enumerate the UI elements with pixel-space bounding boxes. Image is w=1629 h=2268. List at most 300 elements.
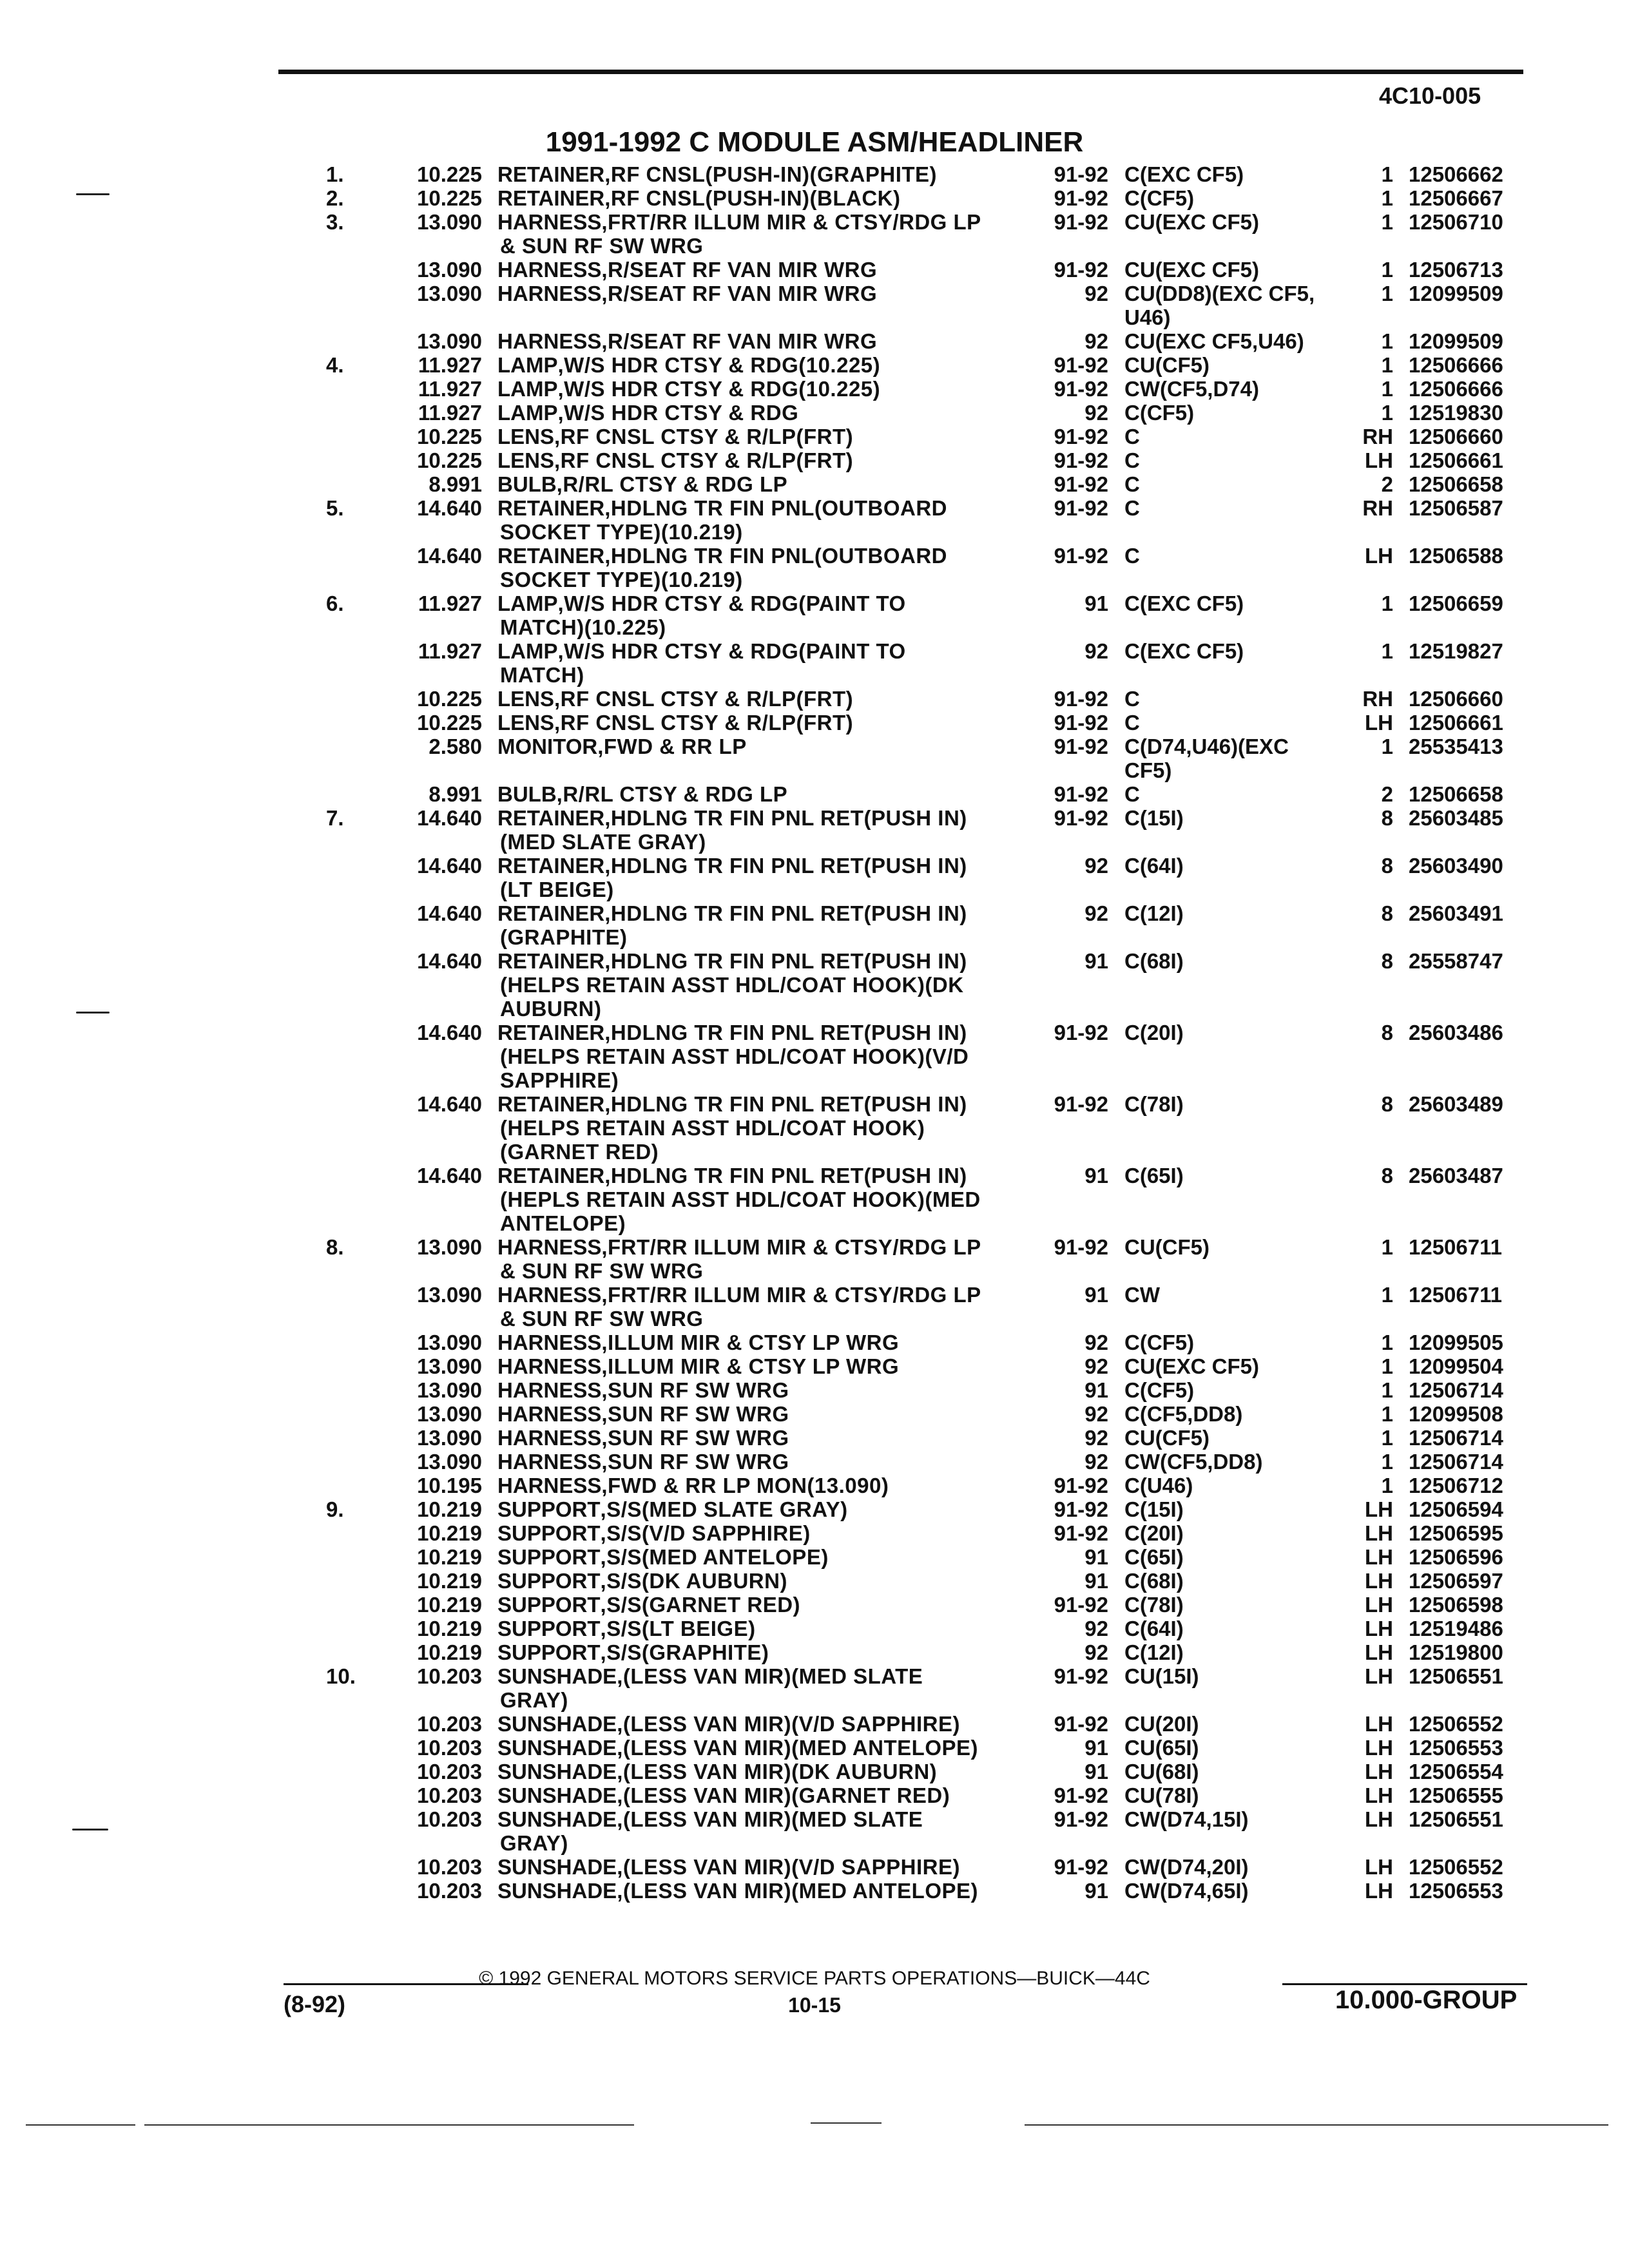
part-description: ,W/S HDR CTSY & RDG(10.225) (557, 353, 881, 377)
model-year: 91-92 (1054, 425, 1108, 448)
part-number: 12506714 (1409, 1426, 1503, 1450)
part-description: & SUN RF SW WRG (500, 1307, 704, 1331)
group-number: 11.927 (418, 591, 482, 615)
model-code: CF5) (1124, 758, 1172, 782)
part-name-text: HARNESS (497, 1283, 602, 1307)
group-number: 10.203 (417, 1783, 482, 1807)
quantity: 1 (1381, 329, 1393, 353)
quantity: 1 (1381, 1378, 1393, 1402)
group-number: 13.090 (417, 258, 482, 282)
part-number: 12506710 (1409, 210, 1503, 234)
quantity: RH (1362, 425, 1393, 448)
part-number: 12506552 (1409, 1855, 1503, 1879)
quantity: 1 (1381, 1402, 1393, 1426)
quantity: LH (1365, 1879, 1393, 1903)
part-name (497, 1783, 950, 1807)
part-description: ,HDLNG TR FIN PNL(OUTBOARD (604, 544, 948, 568)
table-row (0, 639, 1629, 663)
model-year: 92 (1084, 1450, 1108, 1474)
part-name (497, 1855, 960, 1879)
model-code: C(U46) (1124, 1474, 1193, 1497)
quantity: LH (1365, 1855, 1393, 1879)
part-name-text: SUPPORT (497, 1545, 601, 1569)
part-number: 12099508 (1409, 1402, 1503, 1426)
scan-mark (72, 1829, 108, 1831)
part-number: 12506666 (1409, 353, 1503, 377)
model-year: 91 (1084, 591, 1108, 615)
group-number: 13.090 (417, 210, 482, 234)
quantity: LH (1365, 1545, 1393, 1569)
part-name (497, 1331, 899, 1354)
part-name-text: RETAINER (497, 186, 605, 210)
group-number: 13.090 (417, 1378, 482, 1402)
model-year: 91-92 (1054, 1593, 1108, 1617)
part-name-text: HARNESS (497, 1378, 602, 1402)
table-row (0, 1116, 1629, 1140)
part-number: 12506711 (1409, 1235, 1503, 1259)
part-name-text: HARNESS (497, 1426, 602, 1450)
parts-table (0, 162, 1629, 1903)
model-year: 91-92 (1054, 806, 1108, 830)
table-row (0, 615, 1629, 639)
quantity: 1 (1381, 1331, 1393, 1354)
table-row (0, 1378, 1629, 1402)
part-description: ,S/S(MED SLATE GRAY) (600, 1497, 848, 1521)
part-description: (HEPLS RETAIN ASST HDL/COAT HOOK)(MED (500, 1187, 981, 1211)
model-year: 91-92 (1054, 1807, 1108, 1831)
group-number: 13.090 (417, 1450, 482, 1474)
part-name (497, 1092, 967, 1116)
quantity: 1 (1381, 210, 1393, 234)
part-description: ,SUN RF SW WRG (601, 1426, 789, 1450)
part-description: ,W/S HDR CTSY & RDG(PAINT TO (557, 591, 906, 615)
model-year: 92 (1084, 1640, 1108, 1664)
part-description: ,R/SEAT RF VAN MIR WRG (601, 258, 878, 282)
scan-line (1025, 2124, 1608, 2126)
table-row (0, 234, 1629, 258)
table-row (0, 1354, 1629, 1378)
part-name-text: LAMP (497, 639, 558, 663)
part-name (497, 234, 703, 258)
quantity: 1 (1381, 639, 1393, 663)
table-row (0, 1068, 1629, 1092)
group-number: 10.203 (417, 1712, 482, 1736)
group-number: 10.225 (417, 711, 482, 735)
table-row (0, 806, 1629, 830)
part-name (497, 1497, 848, 1521)
part-name-text: SUNSHADE (497, 1807, 617, 1831)
part-name (497, 425, 853, 448)
quantity: 1 (1381, 1235, 1393, 1259)
part-name-text: RETAINER (497, 162, 605, 186)
quantity: LH (1365, 1807, 1393, 1831)
part-name-text: SUPPORT (497, 1640, 601, 1664)
part-name-text: HARNESS (497, 258, 602, 282)
part-description: ,ILLUM MIR & CTSY LP WRG (601, 1354, 900, 1378)
group-number: 10.219 (417, 1569, 482, 1593)
table-row (0, 353, 1629, 377)
table-row (0, 1617, 1629, 1640)
part-description: ,SUN RF SW WRG (601, 1378, 789, 1402)
part-number: 25558747 (1409, 949, 1503, 973)
part-description: ,HDLNG TR FIN PNL RET(PUSH IN) (604, 1021, 967, 1044)
model-year: 91-92 (1054, 1664, 1108, 1688)
table-row (0, 496, 1629, 520)
part-name (497, 1450, 789, 1474)
part-name (497, 1259, 703, 1283)
part-name (497, 448, 853, 472)
table-row (0, 854, 1629, 878)
model-code: C(12I) (1124, 901, 1184, 925)
model-code: C(65I) (1124, 1164, 1184, 1187)
group-number: 13.090 (417, 329, 482, 353)
quantity: 8 (1381, 1092, 1393, 1116)
quantity: 1 (1381, 353, 1393, 377)
part-number: 12519830 (1409, 401, 1503, 425)
model-code: CW(D74,65I) (1124, 1879, 1249, 1903)
quantity: 1 (1381, 282, 1393, 305)
group-number: 10.203 (417, 1879, 482, 1903)
model-code: CU(68I) (1124, 1760, 1199, 1783)
group-number: 13.090 (417, 1402, 482, 1426)
model-year: 92 (1084, 639, 1108, 663)
table-row (0, 1021, 1629, 1044)
model-year: 92 (1084, 901, 1108, 925)
model-code: CW (1124, 1283, 1160, 1307)
model-year: 91-92 (1054, 782, 1108, 806)
table-row (0, 1164, 1629, 1187)
part-number: 12099505 (1409, 1331, 1503, 1354)
model-year: 92 (1084, 1426, 1108, 1450)
part-name (497, 806, 967, 830)
part-description: ,FWD & RR LP MON(13.090) (601, 1474, 889, 1497)
quantity: 1 (1381, 1474, 1393, 1497)
part-number: 12506662 (1409, 162, 1503, 186)
part-description: ,(LESS VAN MIR)(GARNET RED) (617, 1783, 950, 1807)
part-name-text: HARNESS (497, 1450, 602, 1474)
scan-line (811, 2122, 882, 2124)
scan-line (26, 2124, 135, 2126)
model-code: CW(D74,15I) (1124, 1807, 1249, 1831)
group-number: 14.640 (417, 1164, 482, 1187)
part-name-text: RETAINER (497, 1164, 605, 1187)
model-code: CU(EXC CF5) (1124, 210, 1260, 234)
model-code: C(15I) (1124, 1497, 1184, 1521)
part-name-text: SUPPORT (497, 1569, 601, 1593)
model-year: 91-92 (1054, 186, 1108, 210)
part-description: (GRAPHITE) (500, 925, 628, 949)
ref-number: 1. (326, 162, 344, 186)
table-row (0, 258, 1629, 282)
part-description: ,(LESS VAN MIR)(MED SLATE (617, 1664, 923, 1688)
part-name (497, 472, 787, 496)
part-description: ,RF CNSL CTSY & R/LP(FRT) (554, 711, 854, 735)
part-number: 12506598 (1409, 1593, 1503, 1617)
part-description: ,FRT/RR ILLUM MIR & CTSY/RDG LP (601, 210, 981, 234)
quantity: 8 (1381, 901, 1393, 925)
part-number: 12506551 (1409, 1807, 1503, 1831)
model-year: 91-92 (1054, 448, 1108, 472)
model-code: CU(CF5) (1124, 353, 1210, 377)
model-code: C(CF5) (1124, 186, 1195, 210)
part-name-text: RETAINER (497, 854, 605, 878)
model-year: 91-92 (1054, 1021, 1108, 1044)
model-code: CU(20I) (1124, 1712, 1199, 1736)
model-code: C(EXC CF5) (1124, 162, 1244, 186)
part-name (497, 1378, 789, 1402)
part-name-text: RETAINER (497, 496, 605, 520)
part-name-text: LENS (497, 711, 555, 735)
quantity: 1 (1381, 377, 1393, 401)
part-name-text: SUPPORT (497, 1521, 601, 1545)
quantity: LH (1365, 1497, 1393, 1521)
model-code: C(12I) (1124, 1640, 1184, 1664)
part-number: 25603489 (1409, 1092, 1503, 1116)
group-number: 10.225 (417, 425, 482, 448)
part-name-text: HARNESS (497, 1235, 602, 1259)
group-number: 11.927 (418, 639, 482, 663)
model-year: 92 (1084, 1617, 1108, 1640)
part-number: 12506551 (1409, 1664, 1503, 1688)
model-year: 91 (1084, 1736, 1108, 1760)
model-code: C(68I) (1124, 949, 1184, 973)
part-name (497, 1474, 889, 1497)
model-code: C (1124, 544, 1140, 568)
model-code: CU(15I) (1124, 1664, 1199, 1688)
table-row (0, 1664, 1629, 1688)
model-code: C (1124, 496, 1140, 520)
table-row (0, 1307, 1629, 1331)
part-number: 12506667 (1409, 186, 1503, 210)
table-row (0, 949, 1629, 973)
part-description: MATCH)(10.225) (500, 615, 666, 639)
table-row (0, 1831, 1629, 1855)
table-row (0, 425, 1629, 448)
model-year: 92 (1084, 401, 1108, 425)
model-year: 91-92 (1054, 472, 1108, 496)
model-year: 91-92 (1054, 1235, 1108, 1259)
quantity: 8 (1381, 1164, 1393, 1187)
part-name (497, 901, 967, 925)
table-row (0, 1402, 1629, 1426)
part-description: ,S/S(MED ANTELOPE) (600, 1545, 829, 1569)
quantity: 8 (1381, 806, 1393, 830)
part-description: ,(LESS VAN MIR)(V/D SAPPHIRE) (617, 1712, 960, 1736)
revision-date: (8-92) (284, 1991, 346, 2017)
group-number: 10.219 (417, 1521, 482, 1545)
part-name (497, 1426, 789, 1450)
part-name (497, 1617, 756, 1640)
model-year: 91-92 (1054, 687, 1108, 711)
part-name-text: HARNESS (497, 1474, 602, 1497)
part-name (497, 1879, 978, 1903)
part-description: ,RF CNSL(PUSH-IN)(GRAPHITE) (604, 162, 938, 186)
part-number: 12506714 (1409, 1450, 1503, 1474)
table-row (0, 282, 1629, 305)
part-number: 12099504 (1409, 1354, 1503, 1378)
part-name-text: RETAINER (497, 1021, 605, 1044)
part-name (497, 544, 947, 568)
quantity: 1 (1381, 1426, 1393, 1450)
part-name (497, 735, 747, 758)
model-code: U46) (1124, 305, 1171, 329)
part-number: 12506587 (1409, 496, 1503, 520)
part-name (497, 1545, 829, 1569)
table-row (0, 329, 1629, 353)
quantity: 2 (1381, 782, 1393, 806)
model-year: 91 (1084, 1879, 1108, 1903)
part-name (497, 568, 743, 591)
model-code: CU(CF5) (1124, 1426, 1210, 1450)
part-name (497, 282, 877, 305)
quantity: LH (1365, 711, 1393, 735)
part-name (497, 1283, 981, 1307)
scan-line (144, 2124, 634, 2126)
model-code: CW(CF5,DD8) (1124, 1450, 1263, 1474)
model-year: 92 (1084, 329, 1108, 353)
model-year: 91 (1084, 1283, 1108, 1307)
part-description: MATCH) (500, 663, 584, 687)
group-number: 10.219 (417, 1640, 482, 1664)
group-number: 13.090 (417, 1426, 482, 1450)
model-code: C (1124, 472, 1140, 496)
part-description: ,(LESS VAN MIR)(V/D SAPPHIRE) (617, 1855, 960, 1879)
part-number: 25603487 (1409, 1164, 1503, 1187)
part-name-text: BULB (497, 782, 557, 806)
group-number: 14.640 (417, 901, 482, 925)
part-name-text: LAMP (497, 591, 558, 615)
ref-number: 6. (326, 591, 344, 615)
table-row (0, 1426, 1629, 1450)
part-name (497, 1235, 981, 1259)
part-name (497, 1021, 967, 1044)
part-description: (HELPS RETAIN ASST HDL/COAT HOOK) (500, 1116, 925, 1140)
group-number: 14.640 (417, 949, 482, 973)
table-row (0, 1187, 1629, 1211)
group-number: 11.927 (418, 353, 482, 377)
ref-number: 8. (326, 1235, 344, 1259)
model-year: 91-92 (1054, 1855, 1108, 1879)
part-number: 12506595 (1409, 1521, 1503, 1545)
part-description: ,R/SEAT RF VAN MIR WRG (601, 282, 878, 305)
group-number: 10.219 (417, 1593, 482, 1617)
part-name (497, 663, 584, 687)
part-number: 12506712 (1409, 1474, 1503, 1497)
table-row (0, 758, 1629, 782)
group-number: 13.090 (417, 1354, 482, 1378)
page-number: 10-15 (788, 1994, 841, 2017)
table-row (0, 1593, 1629, 1617)
part-name-text: LENS (497, 448, 555, 472)
part-number: 12506661 (1409, 711, 1503, 735)
group-number: 10.203 (417, 1760, 482, 1783)
part-name (497, 1736, 978, 1760)
quantity: LH (1365, 448, 1393, 472)
part-description: & SUN RF SW WRG (500, 1259, 704, 1283)
part-description: ,SUN RF SW WRG (601, 1450, 789, 1474)
ref-number: 2. (326, 186, 344, 210)
part-number: 25603490 (1409, 854, 1503, 878)
part-name-text: SUNSHADE (497, 1879, 617, 1903)
model-year: 91 (1084, 1164, 1108, 1187)
model-code: C(65I) (1124, 1545, 1184, 1569)
part-description: SOCKET TYPE)(10.219) (500, 520, 743, 544)
quantity: LH (1365, 1712, 1393, 1736)
group-number: 10.225 (417, 162, 482, 186)
table-row (0, 1712, 1629, 1736)
part-name (497, 854, 967, 878)
model-year: 91 (1084, 1569, 1108, 1593)
part-name (497, 496, 947, 520)
group-number: 13.090 (417, 282, 482, 305)
table-row (0, 1497, 1629, 1521)
part-name (497, 878, 614, 901)
model-year: 92 (1084, 282, 1108, 305)
table-row (0, 162, 1629, 186)
part-name-text: SUPPORT (497, 1617, 601, 1640)
table-row (0, 1545, 1629, 1569)
model-code: C (1124, 687, 1140, 711)
part-description: & SUN RF SW WRG (500, 234, 704, 258)
quantity: 1 (1381, 1283, 1393, 1307)
part-name (497, 353, 880, 377)
table-row (0, 1259, 1629, 1283)
table-row (0, 1760, 1629, 1783)
part-name (497, 1712, 960, 1736)
copyright-text: © 1992 GENERAL MOTORS SERVICE PARTS OPERATIONS—BUICK—44C (479, 1968, 1150, 1989)
part-name (497, 639, 906, 663)
ref-number: 10. (326, 1664, 356, 1688)
model-code: CU(65I) (1124, 1736, 1199, 1760)
table-row (0, 568, 1629, 591)
part-name-text: RETAINER (497, 806, 605, 830)
top-rule (278, 70, 1523, 74)
part-description: ,HDLNG TR FIN PNL RET(PUSH IN) (604, 1092, 967, 1116)
model-year: 91-92 (1054, 711, 1108, 735)
part-description: ,SUN RF SW WRG (601, 1402, 789, 1426)
scan-mark (76, 1012, 110, 1014)
part-name (497, 1831, 568, 1855)
quantity: RH (1362, 496, 1393, 520)
part-number: 12506553 (1409, 1879, 1503, 1903)
part-name (497, 1664, 923, 1688)
part-description: ,(LESS VAN MIR)(DK AUBURN) (617, 1760, 938, 1783)
part-name-text: HARNESS (497, 210, 602, 234)
quantity: LH (1365, 1760, 1393, 1783)
quantity: LH (1365, 1617, 1393, 1640)
table-row (0, 1092, 1629, 1116)
table-row (0, 520, 1629, 544)
part-name-text: RETAINER (497, 901, 605, 925)
part-description: (MED SLATE GRAY) (500, 830, 706, 854)
group-number: 13.090 (417, 1235, 482, 1259)
part-number: 12506658 (1409, 782, 1503, 806)
part-description: (GARNET RED) (500, 1140, 659, 1164)
model-year: 91-92 (1054, 544, 1108, 568)
part-description: AUBURN) (500, 997, 602, 1021)
table-row (0, 735, 1629, 758)
model-year: 92 (1084, 854, 1108, 878)
part-name-text: SUPPORT (497, 1497, 601, 1521)
group-number: 10.219 (417, 1497, 482, 1521)
table-row (0, 663, 1629, 687)
part-number: 12506660 (1409, 687, 1503, 711)
group-number: 8.991 (429, 782, 482, 806)
part-name (497, 1068, 619, 1092)
part-name (497, 1688, 568, 1712)
part-name (497, 258, 877, 282)
group-number: 10.203 (417, 1855, 482, 1879)
